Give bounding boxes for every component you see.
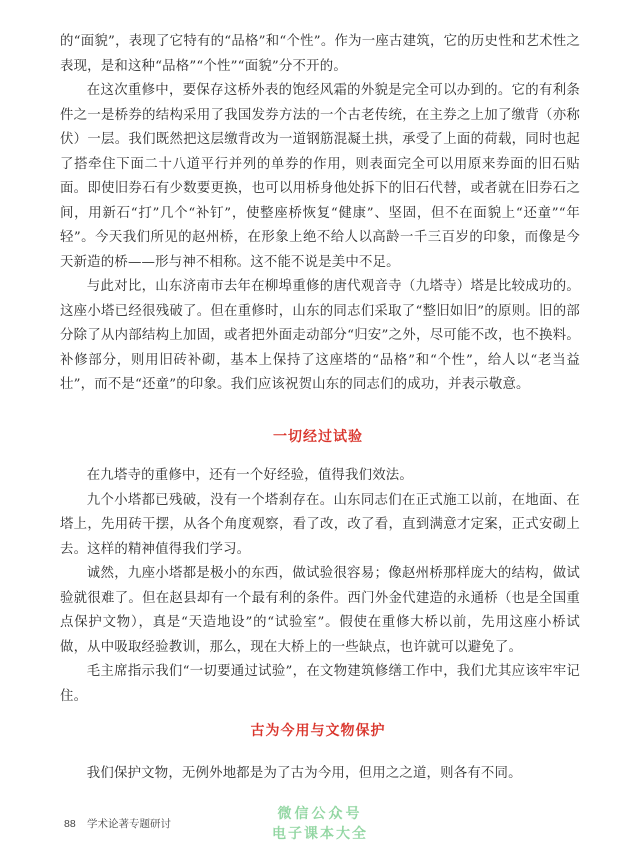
page-number: 88	[64, 818, 76, 830]
running-title: 学术论著专题研讨	[87, 818, 172, 830]
watermark-line: 微信公众号	[277, 806, 363, 822]
page-footer	[64, 816, 171, 831]
watermark-line: 电子课本大全	[272, 826, 368, 842]
section-3-text	[60, 762, 580, 787]
paragraph: 的“面貌”，表现了它特有的“品格”和“个性”。作为一座古建筑，它的历史性和艺术性之表现，是和这种“品格”“个性”“面貌”分不开的。	[60, 34, 580, 74]
section-1-text	[60, 30, 580, 398]
paragraph: 与此对比，山东济南市去年在柳埠重修的唐代观音寺（九塔寺）塔是比较成功的。这座小塔已经很残破了。但在重修时，山东的同志们采取了“整旧如旧”的原则。旧的部分除了从内部结构上加固，或者把外面走动部分“归安”之外，尽可能不改，也不换料。补修部分，则用旧砖补砌，基本上保持了这座塔的“品格”和“个性”，给人以“老当益壮”，而不是“还童”的印象。我们应该祝贺山东的同志们的成功，并表示敬意。	[60, 279, 580, 392]
paragraph: 在这次重修中，要保存这桥外表的饱经风霜的外貌是完全可以办到的。它的有利条件之一是桥券的结构采用了我国发券方法的一个古老传统，在主券之上加了缴背（亦称伏）一层。我们既然把这层缴背改为一道钢筋混凝土拱，承受了上面的荷载，同时也起了搭牵住下面二十八道平行并列的单券的作用，则表面完全可以用原来券面的旧石贴面。即使旧券石有少数要更换，也可以用桥身他处拆下的旧石代替，或者就在旧券石之间，用新石“打”几个“补钉”，使整座桥恢复“健康”、坚固，但不在面貌上“还童”“年轻”。今天我们所见的赵州桥，在形象上绝不给人以高龄一千三百岁的印象，而像是今天新造的桥——形与神不相称。这不能不说是美中不足。	[60, 83, 580, 270]
section-2-text	[60, 464, 580, 709]
paragraph: 诚然，九座小塔都是极小的东西，做试验很容易；像赵州桥那样庞大的结构，做试验就很难了。但在赵县却有一个最有利的条件。西门外金代建造的永通桥（也是全国重点保护文物），真是“天造地设”的“试验室”。假使在重修大桥以前，先用这座小桥试做，从中吸取经验教训，那么，现在大桥上的一些缺点，也许就可以避免了。	[60, 566, 580, 655]
section-heading: 一切经过试验	[273, 429, 363, 445]
section-heading: 古为今用与文物保护	[250, 723, 386, 739]
paragraph: 我们保护文物，无例外地都是为了古为今用，但用之之道，则各有不同。	[86, 766, 522, 781]
paragraph: 九个小塔都已残破，没有一个塔刹存在。山东同志们在正式施工以前，在地面、在塔上，先用砖干摆，从各个角度观察，看了改，改了看，直到满意才定案，正式安砌上去。这样的精神值得我们学习。	[60, 492, 580, 557]
watermark	[250, 804, 390, 844]
paragraph: 毛主席指示我们“一切要通过试验”，在文物建筑修缮工作中，我们尤其应该牢牢记住。	[60, 664, 580, 704]
paragraph: 在九塔寺的重修中，还有一个好经验，值得我们效法。	[86, 468, 413, 483]
